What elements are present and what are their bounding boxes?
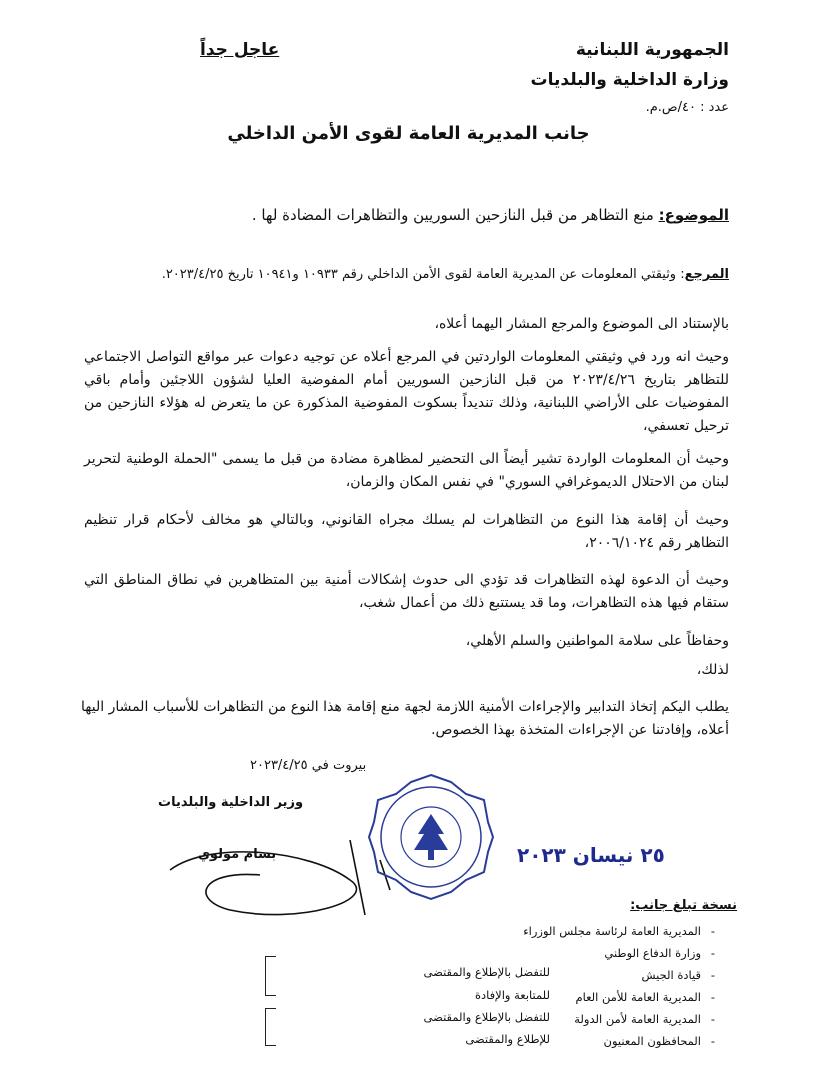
bracket-top — [265, 956, 276, 996]
urgent-label: عاجل جداً — [200, 40, 280, 60]
note-4: للإطلاع والمقتضى — [465, 1032, 550, 1046]
list-item: - المديرية العامة للأمن العام — [575, 990, 716, 1004]
signing-date: بيروت في ٢٠٢٣/٤/٢٥ — [250, 758, 367, 773]
reference-label: المرجع — [684, 267, 729, 282]
list-item: - وزارة الدفاع الوطني — [604, 946, 716, 960]
ministry-seal-stamp — [366, 772, 496, 902]
body-paragraph-5: وحيث أن الدعوة لهذه التظاهرات قد تؤدي الى حدوث إشكالات أمنية بين المتظاهرين في نطاق المناطق التي ستقام فيها هذه التظاهرات، وما قد يستتبع ذلك من أعمال شغب، — [84, 572, 729, 611]
body-paragraph-4: وحيث أن إقامة هذا النوع من التظاهرات لم يسلك مجراه القانوني، وبالتالي هو مخالف لأحكام قرار تنظيم التظاهر رقم ٢٠٠٦/١٠٢٤، — [84, 512, 729, 551]
copies-heading: نسخة تبلغ جانب: — [630, 898, 737, 913]
list-item: - المديرية العامة لأمن الدولة — [574, 1012, 716, 1026]
minister-name: بسام مولوي — [198, 847, 277, 862]
reference-text: : وثيقتي المعلومات عن المديرية العامة لقوى الأمن الداخلي رقم ١٠٩٣٣ و١٠٩٤١ تاريخ ٢٠٢٣/٤/٢٥. — [161, 267, 685, 282]
body-paragraph-2: وحيث انه ورد في وثيقتي المعلومات الواردتين في المرجع أعلاه عن توجيه دعوات عبر مواقع التواصل الاجتماعي للتظاهر بتاريخ ٢٠٢٣/٤/٢٦ من قبل النازحين السوريين أمام المفوضية العليا لشؤون اللاجئين وأمام باقي المفوضيات على الأراضي اللبنانية، وذلك تنديداً بسكوت المفوضية المذكورة عن ما يتعرض له هؤلاء النازحين من ترحيل تعسفي، — [84, 349, 729, 434]
body-paragraph-7: لذلك، — [696, 662, 729, 678]
ministry-header: وزارة الداخلية والبلديات — [530, 70, 729, 90]
addressee: جانب المديرية العامة لقوى الأمن الداخلي — [227, 123, 590, 144]
body-paragraph-6: وحفاظاً على سلامة المواطنين والسلم الأهلي، — [465, 633, 729, 649]
note-3: للتفضل بالإطلاع والمقتضى — [423, 1010, 550, 1024]
list-item: - المحافظون المعنيون — [603, 1034, 716, 1048]
note-1: للتفضل بالإطلاع والمقتضى — [423, 965, 550, 979]
subject-text: منع التظاهر من قبل النازحين السوريين والتظاهرات المضادة لها . — [251, 206, 659, 224]
body-paragraph-1: بالإستناد الى الموضوع والمرجع المشار اليهما أعلاه، — [434, 316, 729, 332]
body-paragraph-3: وحيث أن المعلومات الواردة تشير أيضاً الى التحضير لمظاهرة مضادة من قبل ما يسمى "الحملة الوطنية لتحرير لبنان من الاحتلال الديموغرافي السوري" في نفس المكان والزمان، — [84, 451, 729, 490]
document-number: عدد : ٤٠/ص.م. — [645, 100, 729, 115]
body-paragraph-8: يطلب اليكم إتخاذ التدابير والإجراءات الأمنية اللازمة لجهة منع إقامة هذا النوع من التظاهرات للأسباب المشار اليها أعلاه، وإفادتنا عن الإجراءات المتخذة بهذا الخصوص. — [81, 699, 729, 738]
stamp-date: ٢٥ نيسان ٢٠٢٣ — [517, 843, 665, 867]
bracket-bottom — [265, 1008, 276, 1046]
subject-line — [252, 206, 729, 224]
note-2: للمتابعة والإفادة — [475, 988, 550, 1002]
list-item: - المديرية العامة لرئاسة مجلس الوزراء — [523, 924, 716, 938]
minister-title: وزير الداخلية والبلديات — [158, 795, 304, 810]
republic-header: الجمهورية اللبنانية — [575, 40, 729, 60]
reference-line — [162, 267, 729, 282]
list-item: - قيادة الجيش — [641, 968, 716, 982]
subject-label: الموضوع: — [658, 206, 729, 224]
